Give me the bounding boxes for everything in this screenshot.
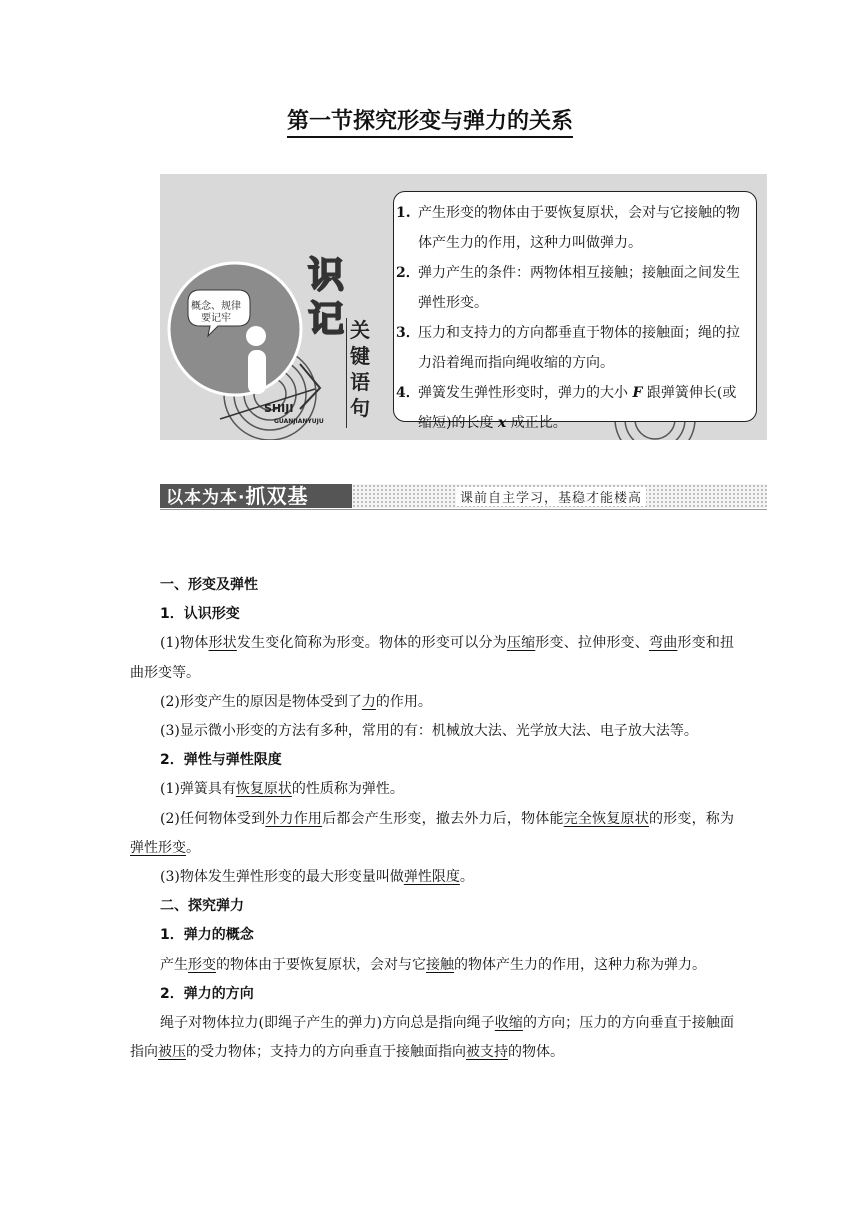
answer-blank: 弹性形变: [130, 839, 186, 856]
answer-blank: 外力作用: [265, 810, 323, 827]
bubble-text: [186, 301, 246, 325]
answer-blank: 完全恢复原状: [563, 810, 649, 827]
answer-blank: 压缩: [506, 635, 536, 652]
person-body-icon: [248, 350, 266, 394]
paragraph: [130, 775, 734, 804]
text: (1)弹簧具有: [160, 781, 236, 798]
text: 的受力物体；支持力的方向垂直于接触面指向: [186, 1044, 466, 1061]
key-point: [394, 318, 750, 378]
text: 的方向；压力的方向垂直于接触面指向: [130, 1015, 734, 1061]
text: (1)物体: [160, 635, 209, 652]
text: 的作用。: [375, 693, 432, 710]
text: 。: [459, 869, 474, 886]
band-title-b: 抓双基: [245, 484, 309, 508]
subsection-heading: 2．弹力的方向: [160, 985, 254, 1002]
band-subtitle: 课前自主学习，基稳才能楼高: [456, 487, 646, 506]
text: 的物体由于要恢复原状，会对与它: [216, 956, 426, 973]
section-band: [160, 484, 767, 510]
point-text: 压力和支持力的方向都垂直于物体的接触面；绳的拉力沿着绳而指向绳收缩的方向。: [418, 325, 740, 371]
text: 发生变化简称为形变。物体的形变可以分为: [236, 635, 507, 652]
paragraph: [130, 863, 734, 892]
key-points-box: [393, 191, 757, 431]
disk-icon: [169, 263, 301, 395]
answer-blank: 弹性限度: [403, 869, 460, 886]
answer-blank: 恢复原状: [235, 781, 292, 798]
paragraph: [130, 805, 734, 863]
text: (3)物体发生弹性形变的最大形变量叫做: [160, 869, 404, 886]
subsection-heading: 1．弹力的概念: [160, 927, 254, 944]
big-char-shi: 识: [308, 255, 345, 296]
bubble-line: 概念、规律: [191, 301, 241, 312]
paragraph: [130, 629, 734, 687]
section-heading: 一、形变及弹性: [160, 577, 258, 593]
text: 的物体产生力的作用，这种力称为弹力。: [454, 956, 706, 973]
text: 的物体。: [508, 1044, 564, 1061]
shiji-label: SHIJI: [264, 402, 294, 415]
vertical-char: 关: [350, 318, 370, 342]
key-point: [394, 198, 750, 258]
key-point: [394, 258, 750, 318]
paragraph: [130, 688, 734, 717]
summary-banner: [160, 174, 767, 440]
text: (2)任何物体受到: [160, 810, 266, 827]
point-text: 弹力产生的条件：两物体相互接触；接触面之间发生弹性形变。: [418, 265, 740, 311]
paragraph: (3)显示微小形变的方法有多种，常用的有：机械放大法、光学放大法、电子放大法等。: [160, 723, 698, 740]
bubble-line: 要记牢: [201, 313, 231, 324]
shiji-sublabel: GUANJIANYUJU: [274, 418, 324, 425]
section-heading: 二、探究弹力: [160, 898, 244, 915]
point-number: 1.: [396, 205, 411, 221]
point-text: 跟弹簧伸长(或缩短)的长度: [418, 385, 737, 431]
band-title: [160, 484, 352, 508]
variable-x: x: [497, 415, 507, 431]
answer-blank: 形变: [188, 956, 216, 973]
paragraph: [130, 1009, 734, 1067]
point-number: 2．: [396, 265, 420, 281]
text: 的性质称为弹性。: [291, 781, 404, 798]
person-head-icon: [246, 326, 266, 346]
band-subtitle-area: [352, 484, 767, 508]
vertical-char: 语: [350, 370, 370, 394]
answer-blank: 弯曲: [648, 635, 678, 652]
point-text: 弹簧发生弹性形变时，弹力的大小: [418, 385, 633, 401]
vertical-char: 句: [350, 396, 370, 420]
subsection-heading: 1．认识形变: [160, 606, 240, 623]
answer-blank: 形状: [208, 635, 237, 652]
text: 形变、拉伸形变、: [535, 635, 649, 652]
answer-blank: 被支持: [466, 1044, 508, 1061]
text: 后都会产生形变，撤去外力后，物体能: [322, 810, 564, 827]
page-title-text: 第一节探究形变与弹力的关系: [287, 109, 573, 138]
text: 。: [186, 839, 200, 856]
answer-blank: 被压: [158, 1044, 186, 1061]
answer-blank: 接触: [426, 956, 454, 973]
text: 的形变，称为: [648, 810, 735, 827]
paragraph: [130, 951, 734, 980]
text: 形变和扭曲形变等。: [130, 635, 735, 681]
big-char-ji: 记: [308, 299, 345, 340]
vertical-char: 键: [350, 344, 370, 368]
point-text: 成正比。: [506, 415, 567, 431]
page-title: [0, 104, 860, 135]
subsection-heading: 2．弹性与弹性限度: [160, 752, 282, 769]
answer-blank: 力: [361, 693, 376, 710]
main-content: [130, 571, 734, 1067]
band-title-a: 以本为本·: [166, 488, 246, 508]
point-number: 4．: [396, 385, 420, 401]
answer-blank: 收缩: [494, 1015, 523, 1032]
text: 产生: [160, 956, 188, 973]
point-text: 产生形变的物体由于要恢复原状，会对与它接触的物体产生力的作用，这种力叫做弹力。: [418, 205, 740, 251]
divider: [346, 318, 347, 428]
point-number: 3．: [396, 325, 420, 341]
text: (2)形变产生的原因是物体受到了: [160, 693, 362, 710]
key-point: [394, 378, 750, 438]
band-underline: [160, 509, 767, 510]
text: 绳子对物体拉力(即绳子产生的弹力)方向总是指向绳子: [160, 1015, 495, 1032]
variable-f: F: [632, 385, 643, 401]
